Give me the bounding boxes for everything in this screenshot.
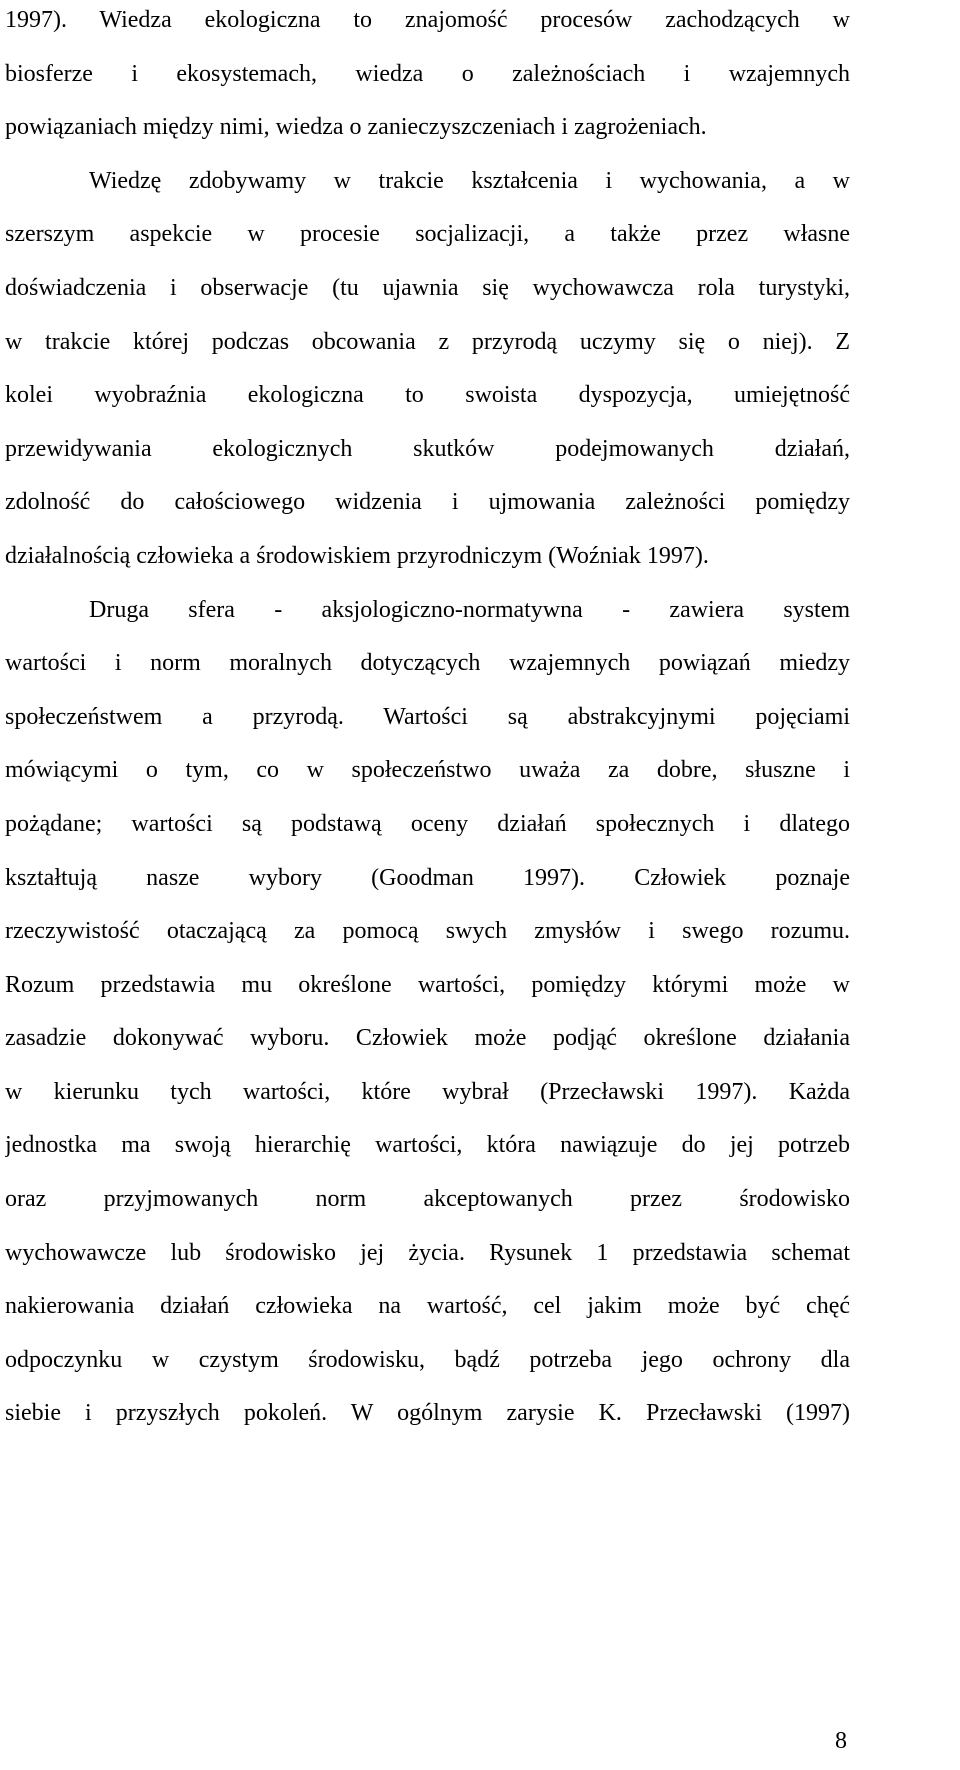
text-line: doświadczenia i obserwacje (tu ujawnia się wychowawcza rola turystyki, xyxy=(5,274,850,301)
body-text xyxy=(5,0,850,1441)
text-line: wartości i norm moralnych dotyczących wzajemnych powiązań miedzy xyxy=(5,650,850,677)
text-line: jednostka ma swoją hierarchię wartości, która nawiązuje do jej potrzeb xyxy=(5,1132,850,1159)
text-line: zdolność do całościowego widzenia i ujmowania zależności pomiędzy xyxy=(5,489,850,516)
text-line: 1997). Wiedza ekologiczna to znajomość procesów zachodzących w xyxy=(5,7,850,33)
paragraph xyxy=(5,584,850,1442)
text-line: przewidywania ekologicznych skutków podejmowanych działań, xyxy=(5,435,850,462)
paragraph xyxy=(5,155,850,584)
text-line: w kierunku tych wartości, które wybrał (Przecławski 1997). Każda xyxy=(5,1078,850,1105)
page-number: 8 xyxy=(835,1728,847,1754)
text-line: w trakcie której podczas obcowania z przyrodą uczymy się o niej). Z xyxy=(5,328,850,355)
text-line: rzeczywistość otaczającą za pomocą swych zmysłów i swego rozumu. xyxy=(5,918,850,945)
text-line: kształtują nasze wybory (Goodman 1997). Człowiek poznaje xyxy=(5,864,850,891)
text-line: pożądane; wartości są podstawą oceny działań społecznych i dlatego xyxy=(5,810,850,837)
text-line: społeczeństwem a przyrodą. Wartości są abstrakcyjnymi pojęciami xyxy=(5,703,850,730)
text-line: szerszym aspekcie w procesie socjalizacji, a także przez własne xyxy=(5,221,850,248)
text-line: Druga sfera - aksjologiczno-normatywna - zawiera system xyxy=(89,596,850,623)
text-line: kolei wyobraźnia ekologiczna to swoista dyspozycja, umiejętność xyxy=(5,382,850,409)
paragraph xyxy=(5,0,850,155)
text-line: Rozum przedstawia mu określone wartości, pomiędzy którymi może w xyxy=(5,971,850,998)
text-line: mówiącymi o tym, co w społeczeństwo uważa za dobre, słuszne i xyxy=(5,757,850,784)
text-line: Wiedzę zdobywamy w trakcie kształcenia i wychowania, a w xyxy=(89,167,850,194)
text-line: oraz przyjmowanych norm akceptowanych przez środowisko xyxy=(5,1186,850,1213)
text-line: działalnością człowieka a środowiskiem przyrodniczym (Woźniak 1997). xyxy=(5,542,709,569)
text-line: zasadzie dokonywać wyboru. Człowiek może podjąć określone działania xyxy=(5,1025,850,1052)
text-line: odpoczynku w czystym środowisku, bądź potrzeba jego ochrony dla xyxy=(5,1346,850,1373)
text-line: wychowawcze lub środowisko jej życia. Rysunek 1 przedstawia schemat xyxy=(5,1239,850,1266)
text-line: siebie i przyszłych pokoleń. W ogólnym zarysie K. Przecławski (1997) xyxy=(5,1400,850,1427)
text-line: biosferze i ekosystemach, wiedza o zależnościach i wzajemnych xyxy=(5,60,850,87)
text-line: nakierowania działań człowieka na wartość, cel jakim może być chęć xyxy=(5,1293,850,1320)
text-line: powiązaniach między nimi, wiedza o zanieczyszczeniach i zagrożeniach. xyxy=(5,114,707,141)
